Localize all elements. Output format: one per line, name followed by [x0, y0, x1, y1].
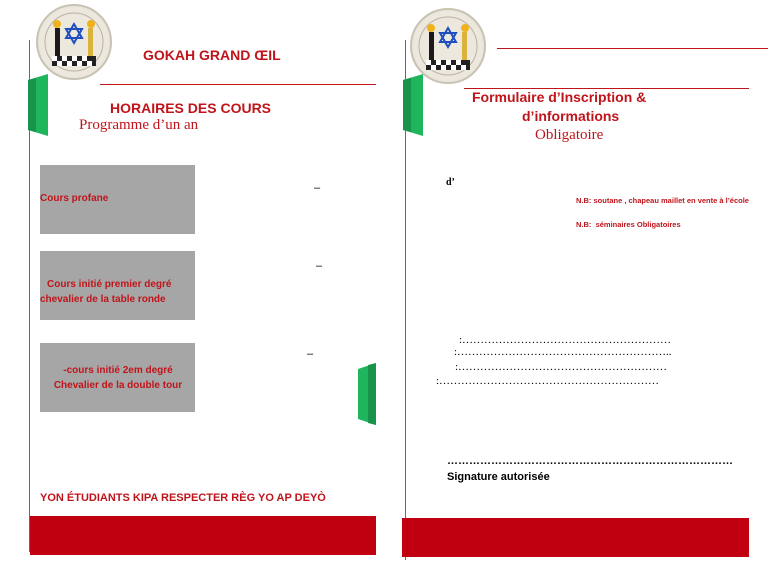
right-logo [410, 8, 486, 84]
right-footer-band [402, 518, 749, 557]
left-header-rule [100, 84, 376, 85]
course-dash-1: – [314, 182, 321, 194]
left-green-tab [28, 74, 48, 136]
left-green-tab-right [358, 363, 376, 425]
left-footer-band [30, 516, 376, 555]
form-heading-line1: Formulaire d’Inscription & [472, 89, 647, 105]
schedule-heading: HORAIRES DES COURS [110, 100, 272, 116]
form-line-1[interactable]: :………………………………………………… [459, 334, 672, 346]
stray-text: d’ [446, 177, 455, 188]
course-label-1: Cours profane [40, 193, 109, 204]
signature-label: Signature autorisée [447, 471, 550, 483]
form-heading-line2: d’informations [522, 108, 620, 124]
course-label-2: Cours initié premier degré chevalier de la table ronde [40, 279, 172, 305]
course-dash-2: – [316, 260, 323, 272]
course-dash-3: – [307, 348, 314, 360]
course-label-3: -cours initié 2em degré Chevalier de la double tour [53, 365, 183, 391]
signature-line[interactable]: …………………………………………………………………… [447, 455, 733, 467]
right-header-rule-top [497, 48, 768, 49]
note-1: N.B: soutane , chapeau maillet en vente à l’école [576, 196, 749, 205]
note-2: N.B: séminaires Obligatoires [576, 220, 681, 229]
left-logo [36, 4, 112, 80]
form-line-2[interactable]: :………………………………………………….. [454, 346, 672, 358]
form-line-4[interactable]: :…………………………………………………… [436, 375, 660, 387]
schedule-subheading: Programme d’un an [79, 117, 199, 133]
student-notice: YON ÉTUDIANTS KIPA RESPECTER RÈG YO AP DEYÒ [40, 492, 326, 504]
school-name: GOKAH GRAND ŒIL [143, 47, 281, 63]
right-green-tab [403, 74, 423, 136]
form-line-3[interactable]: :………………………………………………… [455, 361, 668, 373]
form-subheading: Obligatoire [535, 127, 604, 143]
